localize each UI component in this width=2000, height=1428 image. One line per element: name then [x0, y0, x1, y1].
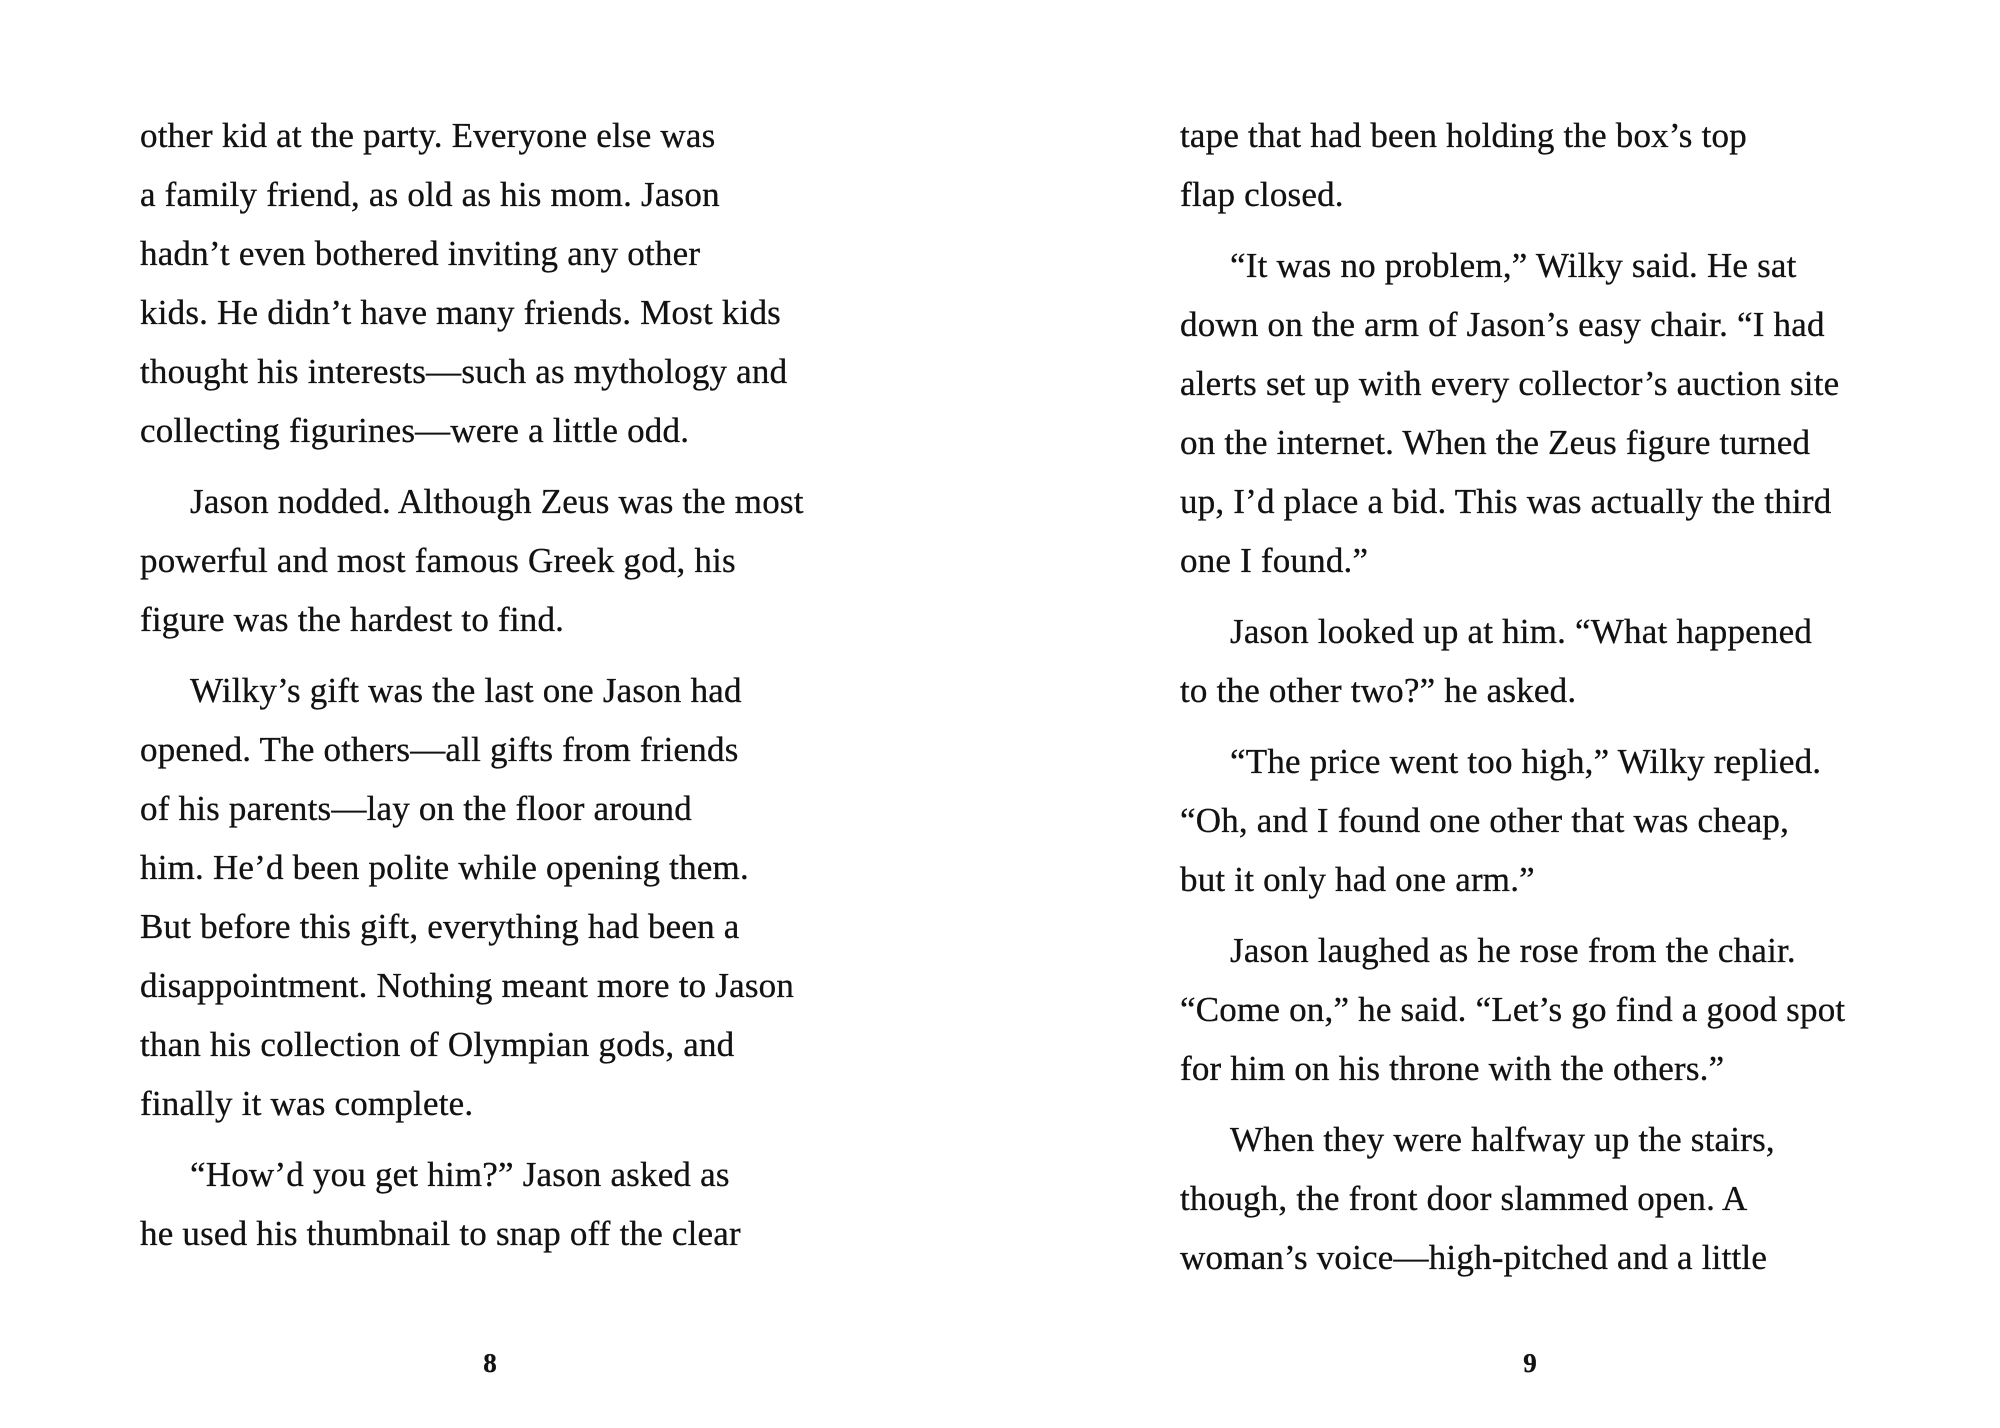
paragraph: [1180, 106, 1880, 224]
paragraph: [1180, 236, 1880, 590]
text-line: though, the front door slammed open. A: [1180, 1179, 1748, 1218]
text-line: thought his interests—such as mythology and: [140, 352, 788, 391]
text-line: opened. The others—all gifts from friends: [140, 730, 739, 769]
paragraph: [140, 661, 840, 1133]
text-line: to the other two?” he asked.: [1180, 671, 1577, 710]
text-line: up, I’d place a bid. This was actually the third: [1180, 482, 1832, 521]
text-line: “How’d you get him?” Jason asked as: [190, 1155, 730, 1194]
text-line: But before this gift, everything had been a: [140, 907, 740, 946]
text-line: powerful and most famous Greek god, his: [140, 541, 736, 580]
paragraph: [1180, 1110, 1880, 1287]
page-left-text-block: [140, 106, 840, 1263]
paragraph: [140, 472, 840, 649]
text-line: but it only had one arm.”: [1180, 860, 1535, 899]
text-line: down on the arm of Jason’s easy chair. “I had: [1180, 305, 1825, 344]
text-line: on the internet. When the Zeus figure turned: [1180, 423, 1811, 462]
page-left: [140, 0, 840, 1428]
text-line: a family friend, as old as his mom. Jason: [140, 175, 720, 214]
text-line: “It was no problem,” Wilky said. He sat: [1230, 246, 1797, 285]
text-line: kids. He didn’t have many friends. Most kids: [140, 293, 782, 332]
text-line: finally it was complete.: [140, 1084, 474, 1123]
text-line: one I found.”: [1180, 541, 1369, 580]
paragraph: [140, 106, 840, 460]
text-line: woman’s voice—high-pitched and a little: [1180, 1238, 1768, 1277]
text-line: disappointment. Nothing meant more to Jason: [140, 966, 795, 1005]
text-line: “Come on,” he said. “Let’s go find a good spot: [1180, 990, 1846, 1029]
paragraph: [1180, 602, 1880, 720]
text-line: tape that had been holding the box’s top: [1180, 116, 1747, 155]
text-line: of his parents—lay on the floor around: [140, 789, 692, 828]
text-line: “The price went too high,” Wilky replied.: [1230, 742, 1822, 781]
text-line: Jason laughed as he rose from the chair.: [1230, 931, 1796, 970]
text-line: than his collection of Olympian gods, and: [140, 1025, 735, 1064]
text-line: figure was the hardest to find.: [140, 600, 565, 639]
text-line: for him on his throne with the others.”: [1180, 1049, 1725, 1088]
page-number-left: 8: [483, 1348, 497, 1378]
text-line: “Oh, and I found one other that was cheap,: [1180, 801, 1790, 840]
paragraph: [140, 1145, 840, 1263]
text-line: hadn’t even bothered inviting any other: [140, 234, 701, 273]
page-right: [1180, 0, 1880, 1428]
paragraph: [1180, 921, 1880, 1098]
text-line: flap closed.: [1180, 175, 1344, 214]
paragraph: [1180, 732, 1880, 909]
text-line: When they were halfway up the stairs,: [1230, 1120, 1775, 1159]
text-line: him. He’d been polite while opening them.: [140, 848, 749, 887]
text-line: Wilky’s gift was the last one Jason had: [190, 671, 742, 710]
text-line: collecting figurines—were a little odd.: [140, 411, 690, 450]
page-right-text-block: [1180, 106, 1880, 1287]
page-number-right: 9: [1523, 1348, 1537, 1378]
text-line: he used his thumbnail to snap off the clear: [140, 1214, 741, 1253]
text-line: Jason nodded. Although Zeus was the most: [190, 482, 804, 521]
text-line: alerts set up with every collector’s auction site: [1180, 364, 1840, 403]
text-line: Jason looked up at him. “What happened: [1230, 612, 1813, 651]
text-line: other kid at the party. Everyone else was: [140, 116, 716, 155]
